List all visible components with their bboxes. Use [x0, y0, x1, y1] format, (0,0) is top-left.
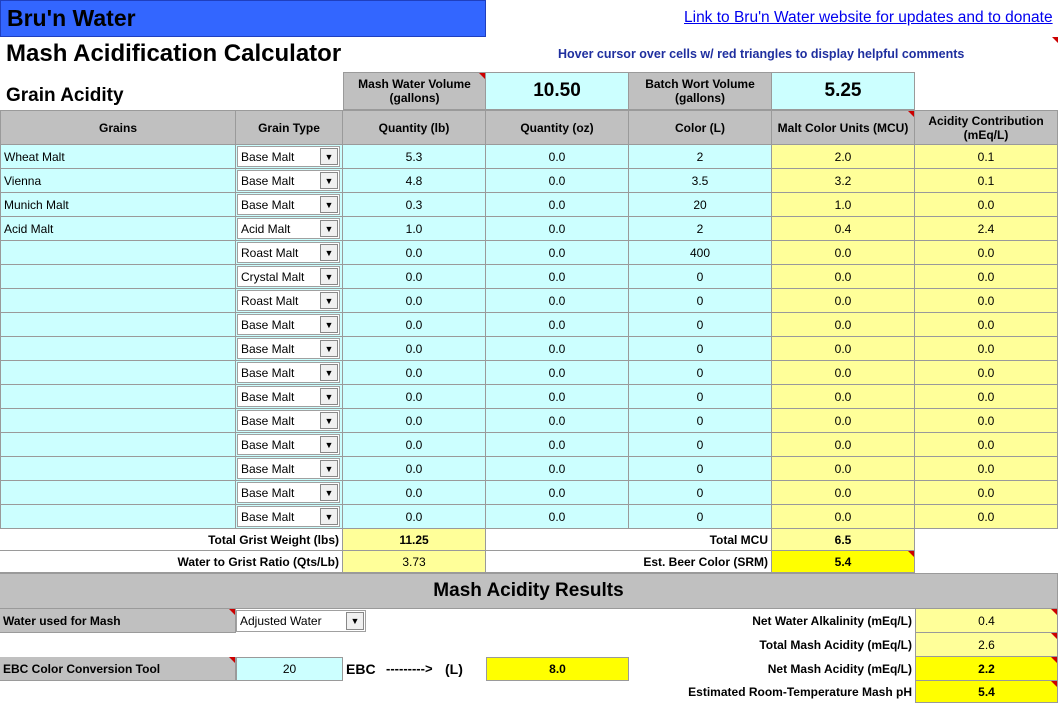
total-grist-weight-label: Total Grist Weight (lbs) — [0, 529, 343, 551]
grain-type-cell — [236, 217, 343, 241]
mcu-cell: 0.0 — [772, 481, 915, 505]
ebc-input[interactable]: 20 — [236, 657, 343, 681]
acidity-cell: 0.0 — [915, 481, 1058, 505]
grain-type-select[interactable] — [237, 290, 340, 311]
quantity-lb-cell[interactable]: 0.0 — [343, 457, 486, 481]
quantity-oz-cell[interactable]: 0.0 — [486, 145, 629, 169]
net-alkalinity-value: 0.4 — [915, 609, 1058, 633]
water-used-value: Adjusted Water — [240, 614, 322, 628]
quantity-lb-cell[interactable]: 5.3 — [343, 145, 486, 169]
quantity-oz-cell[interactable]: 0.0 — [486, 505, 629, 529]
grain-type-select[interactable] — [237, 458, 340, 479]
acidity-cell: 0.0 — [915, 433, 1058, 457]
grain-type-cell — [236, 361, 343, 385]
app-title-bar — [0, 0, 486, 37]
grain-type-select[interactable] — [237, 410, 340, 431]
quantity-oz-cell[interactable]: 0.0 — [486, 193, 629, 217]
ebc-text: EBC — [346, 661, 376, 677]
chevron-down-icon[interactable]: ▼ — [346, 612, 364, 630]
acidity-cell: 0.0 — [915, 241, 1058, 265]
grain-type-select[interactable] — [237, 338, 340, 359]
quantity-oz-cell[interactable]: 0.0 — [486, 385, 629, 409]
quantity-oz-cell[interactable]: 0.0 — [486, 481, 629, 505]
water-used-label: Water used for Mash — [0, 609, 236, 633]
grain-type-cell — [236, 337, 343, 361]
ebc-tool-label: EBC Color Conversion Tool — [0, 657, 236, 681]
grain-type-cell — [236, 409, 343, 433]
mcu-cell: 0.0 — [772, 409, 915, 433]
link-comment-marker — [1046, 37, 1058, 45]
acidity-cell: 0.0 — [915, 361, 1058, 385]
mcu-cell: 2.0 — [772, 145, 915, 169]
grain-type-value: Base Malt — [241, 341, 295, 356]
quantity-lb-cell[interactable]: 0.0 — [343, 505, 486, 529]
mcu-cell: 0.0 — [772, 433, 915, 457]
column-header-grains: Grains — [0, 110, 236, 145]
color-cell[interactable]: 0 — [629, 337, 772, 361]
chevron-down-icon[interactable]: ▼ — [320, 340, 338, 357]
grain-name-cell[interactable] — [0, 241, 236, 265]
grain-type-cell — [236, 505, 343, 529]
hint-text: Hover cursor over cells w/ red triangles to display helpful comments — [558, 47, 965, 61]
grain-type-select[interactable] — [237, 482, 340, 503]
mash-acidity-results-title: Mash Acidity Results — [0, 573, 1058, 609]
grain-name-cell[interactable]: Vienna — [0, 169, 236, 193]
acidity-cell: 0.0 — [915, 505, 1058, 529]
chevron-down-icon[interactable]: ▼ — [320, 148, 338, 165]
grain-type-cell — [236, 313, 343, 337]
net-mash-acidity-label: Net Mash Acidity (mEq/L) — [767, 662, 912, 676]
color-cell[interactable]: 0 — [629, 289, 772, 313]
color-cell[interactable]: 0 — [629, 457, 772, 481]
grain-type-value: Base Malt — [241, 197, 295, 212]
color-cell[interactable]: 0 — [629, 385, 772, 409]
column-header-grain-type: Grain Type — [236, 110, 343, 145]
grain-type-cell — [236, 385, 343, 409]
grain-type-cell — [236, 289, 343, 313]
chevron-down-icon[interactable]: ▼ — [320, 508, 338, 525]
grain-name-cell[interactable] — [0, 409, 236, 433]
total-mcu-value: 6.5 — [772, 529, 915, 551]
quantity-oz-cell[interactable]: 0.0 — [486, 241, 629, 265]
total-grist-weight-value: 11.25 — [343, 529, 486, 551]
grain-type-select[interactable] — [237, 194, 340, 215]
chevron-down-icon[interactable]: ▼ — [320, 220, 338, 237]
water-used-select[interactable] — [236, 610, 366, 632]
quantity-lb-cell[interactable]: 4.8 — [343, 169, 486, 193]
grain-type-value: Base Malt — [241, 461, 295, 476]
color-cell[interactable]: 2 — [629, 217, 772, 241]
chevron-down-icon[interactable]: ▼ — [320, 196, 338, 213]
grain-type-value: Base Malt — [241, 389, 295, 404]
batch-wort-volume-value[interactable]: 5.25 — [772, 72, 915, 110]
grain-type-value: Roast Malt — [241, 293, 299, 308]
net-alkalinity-label: Net Water Alkalinity (mEq/L) — [752, 614, 912, 628]
chevron-down-icon[interactable]: ▼ — [320, 364, 338, 381]
acidity-cell: 0.0 — [915, 193, 1058, 217]
quantity-oz-cell[interactable]: 0.0 — [486, 289, 629, 313]
quantity-lb-cell[interactable]: 0.0 — [343, 481, 486, 505]
mash-ph-label: Estimated Room-Temperature Mash pH — [688, 685, 912, 699]
mcu-cell: 1.0 — [772, 193, 915, 217]
color-cell[interactable]: 0 — [629, 265, 772, 289]
mcu-cell: 0.0 — [772, 361, 915, 385]
total-mash-acidity-value: 2.6 — [915, 633, 1058, 657]
chevron-down-icon[interactable]: ▼ — [320, 484, 338, 501]
mash-water-volume-label: Mash Water Volume (gallons) — [343, 72, 486, 110]
grain-type-select[interactable] — [237, 386, 340, 407]
quantity-oz-cell[interactable]: 0.0 — [486, 337, 629, 361]
quantity-oz-cell[interactable]: 0.0 — [486, 169, 629, 193]
mcu-cell: 0.0 — [772, 241, 915, 265]
grain-type-value: Base Malt — [241, 173, 295, 188]
chevron-down-icon[interactable]: ▼ — [320, 316, 338, 333]
grain-type-cell — [236, 433, 343, 457]
grain-name-cell[interactable] — [0, 457, 236, 481]
acidity-cell: 0.1 — [915, 145, 1058, 169]
quantity-lb-cell[interactable]: 0.0 — [343, 265, 486, 289]
mcu-cell: 0.0 — [772, 385, 915, 409]
grain-type-cell — [236, 169, 343, 193]
grain-acidity-heading: Grain Acidity — [6, 85, 124, 106]
color-cell[interactable]: 0 — [629, 361, 772, 385]
grain-name-cell[interactable]: Munich Malt — [0, 193, 236, 217]
l-text: (L) — [445, 661, 463, 677]
color-cell[interactable]: 3.5 — [629, 169, 772, 193]
chevron-down-icon[interactable]: ▼ — [320, 436, 338, 453]
color-cell[interactable]: 0 — [629, 433, 772, 457]
acidity-cell: 0.0 — [915, 337, 1058, 361]
column-header-quantity-oz: Quantity (oz) — [486, 110, 629, 145]
grain-type-value: Base Malt — [241, 413, 295, 428]
grain-type-select[interactable] — [237, 314, 340, 335]
grain-type-select[interactable] — [237, 506, 340, 527]
mash-ph-value: 5.4 — [915, 681, 1058, 703]
grain-type-select[interactable] — [237, 218, 340, 239]
quantity-lb-cell[interactable]: 0.0 — [343, 289, 486, 313]
grain-type-cell — [236, 145, 343, 169]
acidity-cell: 0.0 — [915, 313, 1058, 337]
quantity-oz-cell[interactable]: 0.0 — [486, 217, 629, 241]
quantity-oz-cell[interactable]: 0.0 — [486, 457, 629, 481]
grain-type-select[interactable] — [237, 266, 340, 287]
color-cell[interactable]: 0 — [629, 505, 772, 529]
grain-name-cell[interactable]: Wheat Malt — [0, 145, 236, 169]
quantity-oz-cell[interactable]: 0.0 — [486, 313, 629, 337]
column-header-quantity-lb: Quantity (lb) — [343, 110, 486, 145]
acidity-cell: 0.1 — [915, 169, 1058, 193]
grain-type-select[interactable] — [237, 362, 340, 383]
mcu-cell: 0.0 — [772, 289, 915, 313]
quantity-oz-cell[interactable]: 0.0 — [486, 409, 629, 433]
grain-name-cell[interactable]: Acid Malt — [0, 217, 236, 241]
chevron-down-icon[interactable]: ▼ — [320, 172, 338, 189]
grain-name-cell[interactable] — [0, 433, 236, 457]
quantity-lb-cell[interactable]: 0.0 — [343, 433, 486, 457]
acidity-cell: 0.0 — [915, 457, 1058, 481]
quantity-lb-cell[interactable]: 1.0 — [343, 217, 486, 241]
acidity-cell: 0.0 — [915, 385, 1058, 409]
chevron-down-icon[interactable]: ▼ — [320, 412, 338, 429]
column-header-color-l: Color (L) — [629, 110, 772, 145]
mcu-cell: 0.0 — [772, 457, 915, 481]
beer-color-label: Est. Beer Color (SRM) — [486, 551, 772, 573]
acidity-cell: 0.0 — [915, 409, 1058, 433]
grain-name-cell[interactable] — [0, 265, 236, 289]
acidity-cell: 2.4 — [915, 217, 1058, 241]
chevron-down-icon[interactable]: ▼ — [320, 244, 338, 261]
grain-type-value: Base Malt — [241, 149, 295, 164]
grain-type-cell — [236, 481, 343, 505]
grain-type-value: Base Malt — [241, 437, 295, 452]
quantity-oz-cell[interactable]: 0.0 — [486, 433, 629, 457]
mcu-cell: 0.0 — [772, 337, 915, 361]
mcu-cell: 0.0 — [772, 505, 915, 529]
column-header-mcu: Malt Color Units (MCU) — [772, 110, 915, 145]
acidity-cell: 0.0 — [915, 289, 1058, 313]
quantity-lb-cell[interactable]: 0.0 — [343, 337, 486, 361]
ebc-arrow-text: ---------> — [386, 661, 433, 676]
grain-type-cell — [236, 265, 343, 289]
quantity-lb-cell[interactable]: 0.0 — [343, 313, 486, 337]
grain-type-value: Base Malt — [241, 317, 295, 332]
beer-color-value: 5.4 — [772, 551, 915, 573]
grain-name-cell[interactable] — [0, 481, 236, 505]
grain-type-select[interactable] — [237, 170, 340, 191]
grain-type-select[interactable] — [237, 242, 340, 263]
quantity-oz-cell[interactable]: 0.0 — [486, 361, 629, 385]
grain-type-select[interactable] — [237, 434, 340, 455]
grain-name-cell[interactable] — [0, 313, 236, 337]
color-cell[interactable]: 0 — [629, 409, 772, 433]
website-link[interactable]: Link to Bru'n Water website for updates and to donate — [684, 9, 1053, 26]
mcu-cell: 0.4 — [772, 217, 915, 241]
grain-type-value: Base Malt — [241, 485, 295, 500]
total-mash-acidity-label: Total Mash Acidity (mEq/L) — [759, 638, 912, 652]
quantity-oz-cell[interactable]: 0.0 — [486, 265, 629, 289]
grain-type-cell — [236, 457, 343, 481]
color-cell[interactable]: 0 — [629, 313, 772, 337]
grain-type-value: Base Malt — [241, 509, 295, 524]
grain-type-select[interactable] — [237, 146, 340, 167]
grain-name-cell[interactable] — [0, 361, 236, 385]
mcu-cell: 0.0 — [772, 313, 915, 337]
chevron-down-icon[interactable]: ▼ — [320, 292, 338, 309]
grain-type-cell — [236, 241, 343, 265]
chevron-down-icon[interactable]: ▼ — [320, 268, 338, 285]
quantity-lb-cell[interactable]: 0.3 — [343, 193, 486, 217]
water-grist-ratio-value: 3.73 — [343, 551, 486, 573]
lovibond-result: 8.0 — [486, 657, 629, 681]
app-title: Bru'n Water — [7, 5, 136, 31]
mcu-cell: 0.0 — [772, 265, 915, 289]
page-title: Mash Acidification Calculator — [6, 40, 342, 67]
grain-type-value: Acid Malt — [241, 221, 291, 236]
grain-name-cell[interactable] — [0, 337, 236, 361]
chevron-down-icon[interactable]: ▼ — [320, 388, 338, 405]
color-cell[interactable]: 400 — [629, 241, 772, 265]
grain-type-value: Base Malt — [241, 365, 295, 380]
color-cell[interactable]: 20 — [629, 193, 772, 217]
quantity-lb-cell[interactable]: 0.0 — [343, 241, 486, 265]
grain-name-cell[interactable] — [0, 505, 236, 529]
chevron-down-icon[interactable]: ▼ — [320, 460, 338, 477]
grain-type-value: Crystal Malt — [241, 269, 305, 284]
grain-name-cell[interactable] — [0, 289, 236, 313]
color-cell[interactable]: 2 — [629, 145, 772, 169]
color-cell[interactable]: 0 — [629, 481, 772, 505]
total-mcu-label: Total MCU — [486, 529, 772, 551]
grain-type-value: Roast Malt — [241, 245, 299, 260]
net-mash-acidity-value: 2.2 — [915, 657, 1058, 681]
grain-name-cell[interactable] — [0, 385, 236, 409]
batch-wort-volume-label: Batch Wort Volume (gallons) — [629, 72, 772, 110]
mcu-cell: 3.2 — [772, 169, 915, 193]
column-header-acidity-contribution: Acidity Contribution (mEq/L) — [915, 110, 1058, 145]
mash-water-volume-value[interactable]: 10.50 — [486, 72, 629, 110]
grain-type-cell — [236, 193, 343, 217]
quantity-lb-cell[interactable]: 0.0 — [343, 409, 486, 433]
acidity-cell: 0.0 — [915, 265, 1058, 289]
water-grist-ratio-label: Water to Grist Ratio (Qts/Lb) — [0, 551, 343, 573]
quantity-lb-cell[interactable]: 0.0 — [343, 361, 486, 385]
quantity-lb-cell[interactable]: 0.0 — [343, 385, 486, 409]
